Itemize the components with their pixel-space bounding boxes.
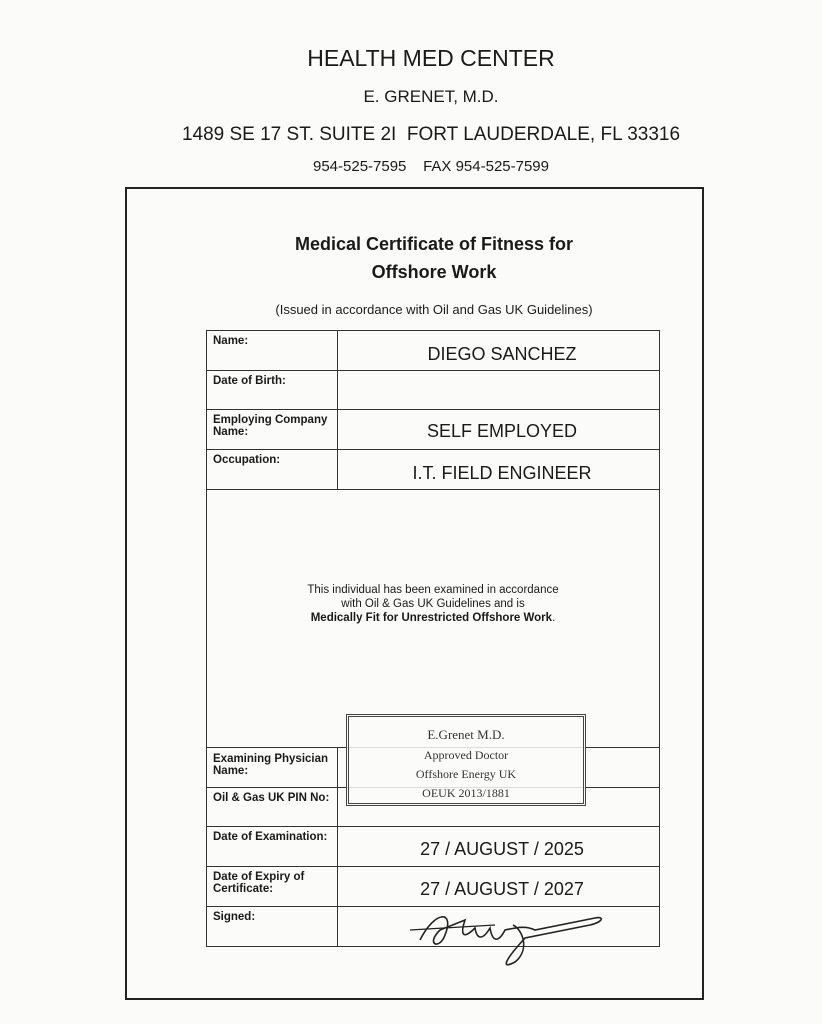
field-label: Occupation: [207, 450, 338, 490]
stamp-line: Approved Doctor [423, 748, 509, 762]
doctor-name: E. GRENET, M.D. [363, 87, 499, 106]
field-label: Name: [207, 331, 338, 371]
field-label: Examining Physician Name: [207, 748, 338, 788]
statement-line: This individual has been examined in accordance [307, 584, 559, 596]
certificate-subtitle: (Issued in accordance with Oil and Gas UK Guidelines) [275, 302, 593, 317]
stamp-line: OEUK 2013/1881 [422, 786, 510, 800]
clinic-address: 1489 SE 17 ST. SUITE 2I FORT LAUDERDALE, FL 33316 [181, 124, 681, 145]
doctor-approval-stamp [346, 714, 586, 806]
statement-end: . [552, 612, 556, 624]
field-row-exam-date [206, 826, 660, 867]
clinic-phone: 954-525-7595 FAX 954-525-7599 [312, 158, 549, 175]
field-row-dob [206, 370, 660, 410]
field-label: Signed: [207, 907, 338, 947]
statement-line: with Oil & Gas UK Guidelines and is [341, 598, 525, 610]
field-value-exam-date: 27 / AUGUST / 2025 [420, 839, 584, 859]
stamp-line: Offshore Energy UK [415, 767, 517, 781]
clinic-name: HEALTH MED CENTER [307, 45, 555, 71]
field-value-expiry-date: 27 / AUGUST / 2027 [420, 879, 584, 899]
field-label: Date of Examination: [207, 827, 338, 867]
field-value-occupation: I.T. FIELD ENGINEER [412, 463, 592, 483]
stamp-name: E.Grenet M.D. [427, 727, 505, 742]
certificate-title-line2: Offshore Work [371, 262, 497, 282]
field-value-company: SELF EMPLOYED [426, 421, 578, 441]
field-row-occupation [206, 449, 660, 490]
field-row-name [206, 330, 660, 371]
field-label: Oil & Gas UK PIN No: [207, 788, 338, 827]
fitness-statement [207, 583, 659, 625]
fitness-statement-cell [206, 489, 660, 748]
field-label: Employing Company Name: [207, 410, 338, 450]
field-label: Date of Birth: [207, 371, 338, 410]
field-label: Date of Expiry of Certificate: [207, 867, 338, 907]
statement-fit-verdict: Medically Fit for Unrestricted Offshore Work [310, 612, 553, 624]
field-row-company [206, 409, 660, 450]
certificate-title: Medical Certificate of Fitness for [294, 234, 574, 254]
doctor-signature [405, 900, 615, 970]
field-value-name: DIEGO SANCHEZ [427, 344, 577, 364]
